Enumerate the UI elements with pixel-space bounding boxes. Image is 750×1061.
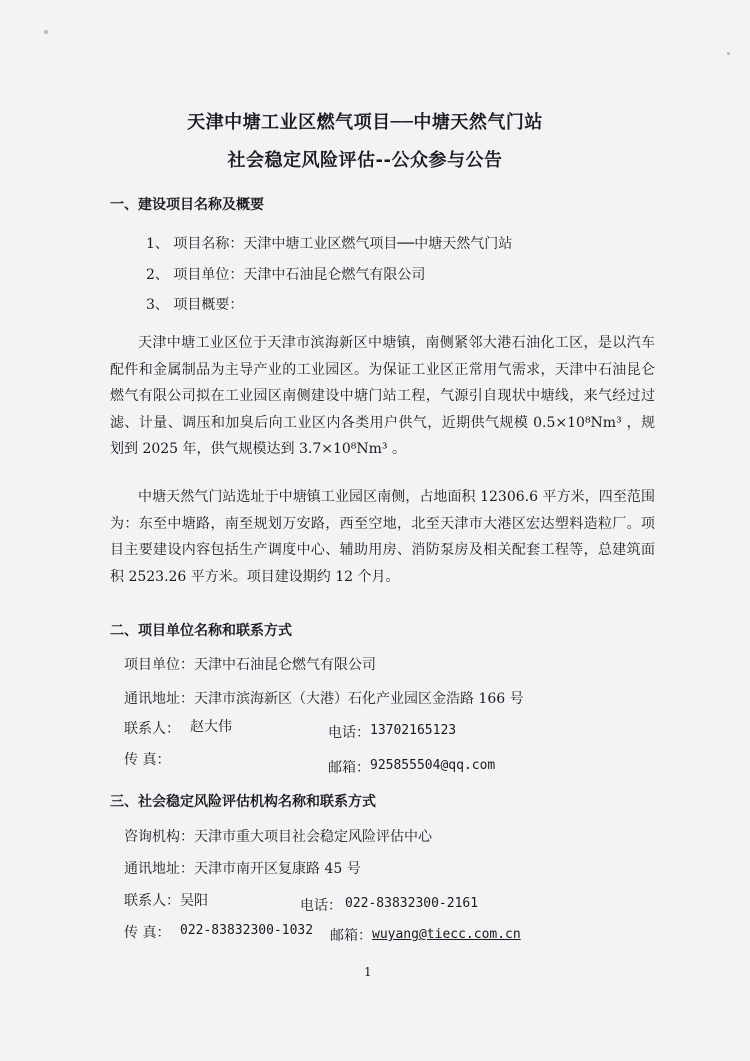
page-number: 1 [364, 965, 372, 979]
project-summary-paragraph: 天津中塘工业区位于天津市滨海新区中塘镇，南侧紧邻大港石油化工区，是以汽车配件和金属制品为主导产业的工业园区。为保证工业区正常用气需求，天津中石油昆仑燃气有限公司拟在工业园区南侧建设中塘门站工程，气源引自现状中塘线，来气经过过滤、计量、调压和加臭后向工业区内各类用户供气，近期供气规模 0.5×10⁸Nm³ ，规划到 2025 年，供气规模达到 3.7×10⁸Nm³ 。 [110, 335, 655, 457]
org-email-label: 邮箱： [330, 928, 372, 944]
phone-value: 13702165123 [370, 723, 457, 738]
section1-heading: 一、建设项目名称及概要 [110, 197, 264, 213]
document-title-line2: 社会稳定风险评估--公众参与公告 [227, 150, 503, 171]
project-unit-line: 2、 项目单位：天津中石油昆仑燃气有限公司 [146, 267, 426, 283]
email-value: 925855504@qq.com [370, 758, 496, 773]
address-line: 通讯地址：天津市滨海新区（大港）石化产业园区金浩路 166 号 [124, 691, 524, 707]
section3-heading: 三、社会稳定风险评估机构名称和联系方式 [110, 794, 376, 810]
scan-speck [727, 52, 730, 55]
email-label: 邮箱： [328, 760, 370, 776]
fax-label: 传 真： [124, 752, 171, 768]
phone-label: 电话： [328, 725, 370, 741]
unit-line: 项目单位：天津中石油昆仑燃气有限公司 [124, 657, 376, 673]
project-name-line: 1、 项目名称：天津中塘工业区燃气项目──中塘天然气门站 [146, 236, 513, 252]
org-phone-label: 电话： [300, 898, 342, 914]
org-address-line: 通讯地址：天津市南开区复康路 45 号 [124, 861, 361, 877]
org-fax-value: 022-83832300-1032 [180, 923, 314, 938]
scan-speck [44, 30, 48, 34]
site-description-paragraph: 中塘天然气门站选址于中塘镇工业园区南侧，占地面积 12306.6 平方米，四至范围为：东至中塘路，南至规划万安路，西至空地，北至天津市大港区宏达塑料造粒厂。项目主要建设内容包括生产调度中心、辅助用房、消防泵房及相关配套工程等，总建筑面积 2523.26 平方米。项目建设期约 12 个月。 [110, 489, 655, 585]
contact-label: 联系人： [124, 721, 180, 737]
org-fax-label: 传 真： [124, 925, 171, 941]
org-phone-value: 022-83832300-2161 [345, 896, 479, 911]
org-contact-line: 联系人：吴阳 [124, 893, 208, 909]
contact-name: 赵大伟 [190, 719, 232, 735]
org-line: 咨询机构：天津市重大项目社会稳定风险评估中心 [124, 829, 432, 845]
project-summary-label: 3、 项目概要： [146, 297, 244, 313]
org-email-value: wuyang@tiecc.com.cn [372, 927, 521, 942]
document-title-line1: 天津中塘工业区燃气项目──中塘天然气门站 [187, 112, 543, 133]
section2-heading: 二、项目单位名称和联系方式 [110, 623, 292, 639]
